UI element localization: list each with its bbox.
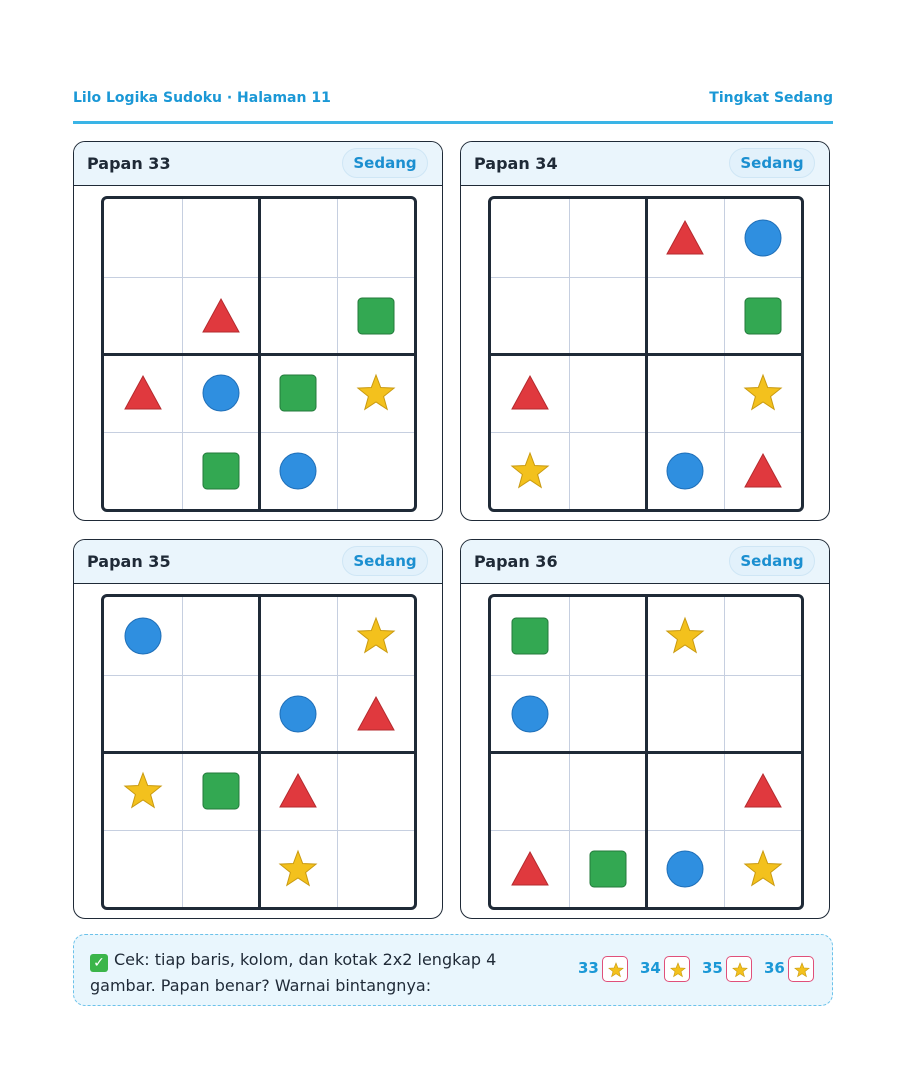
circle-icon [665, 849, 705, 889]
grid-cell[interactable] [724, 830, 802, 908]
grid-cell[interactable] [182, 752, 260, 830]
grid-cell[interactable] [182, 432, 260, 510]
star-icon [743, 849, 783, 889]
grid-cell[interactable] [491, 752, 569, 830]
square-icon [278, 373, 318, 413]
tally-number: 33 [578, 959, 599, 977]
grid-cell[interactable] [646, 830, 724, 908]
grid-cell[interactable] [259, 675, 337, 753]
grid-cell[interactable] [259, 277, 337, 355]
difficulty-badge: Sedang [342, 546, 428, 576]
triangle-icon [510, 373, 550, 413]
grid-cell[interactable] [724, 354, 802, 432]
grid-cell[interactable] [259, 354, 337, 432]
grid-cell[interactable] [646, 199, 724, 277]
grid-cell[interactable] [724, 199, 802, 277]
grid-cell[interactable] [724, 432, 802, 510]
grid-cell[interactable] [259, 597, 337, 675]
grid-cell[interactable] [724, 597, 802, 675]
puzzle-board [460, 141, 830, 521]
star-icon [510, 451, 550, 491]
star-icon [794, 962, 810, 978]
grid-cell[interactable] [104, 597, 182, 675]
star-icon [743, 373, 783, 413]
grid-cell[interactable] [182, 830, 260, 908]
triangle-icon [510, 849, 550, 889]
star-icon [670, 962, 686, 978]
circle-icon [510, 694, 550, 734]
star-checkbox[interactable] [726, 956, 752, 982]
board-header [461, 142, 829, 186]
board-header [461, 540, 829, 584]
grid-cell[interactable] [491, 354, 569, 432]
square-icon [201, 771, 241, 811]
circle-icon [743, 218, 783, 258]
board-title: Papan 36 [474, 552, 558, 571]
tally-item [640, 956, 694, 984]
star-checkbox[interactable] [788, 956, 814, 982]
square-icon [743, 296, 783, 336]
circle-icon [665, 451, 705, 491]
tally-number: 36 [764, 959, 785, 977]
square-icon [588, 849, 628, 889]
tally-item [702, 956, 756, 984]
grid-cell[interactable] [569, 830, 647, 908]
grid-cell[interactable] [569, 675, 647, 753]
grid-cell[interactable] [569, 432, 647, 510]
board-title: Papan 35 [87, 552, 171, 571]
grid-cell[interactable] [491, 432, 569, 510]
grid-cell[interactable] [104, 199, 182, 277]
difficulty-badge: Sedang [729, 546, 815, 576]
puzzle-board [73, 141, 443, 521]
grid-cell[interactable] [646, 597, 724, 675]
box-divider [104, 751, 414, 754]
book-title: Lilo Logika Sudoku · Halaman 11 [73, 90, 331, 106]
difficulty-badge: Sedang [729, 148, 815, 178]
grid-cell[interactable] [104, 354, 182, 432]
box-divider [491, 751, 801, 754]
star-checkbox[interactable] [602, 956, 628, 982]
square-icon [356, 296, 396, 336]
grid-cell[interactable] [337, 432, 415, 510]
puzzle-board [460, 539, 830, 919]
grid-cell[interactable] [337, 354, 415, 432]
grid-cell[interactable] [569, 752, 647, 830]
grid-cell[interactable] [259, 432, 337, 510]
sudoku-grid [488, 196, 804, 512]
triangle-icon [278, 771, 318, 811]
triangle-icon [356, 694, 396, 734]
header-divider [73, 121, 833, 124]
triangle-icon [123, 373, 163, 413]
board-header [74, 540, 442, 584]
circle-icon [123, 616, 163, 656]
tally-item [764, 956, 818, 984]
box-divider [491, 353, 801, 356]
star-icon [356, 373, 396, 413]
star-checkbox[interactable] [664, 956, 690, 982]
grid-cell[interactable] [182, 199, 260, 277]
star-icon [123, 771, 163, 811]
triangle-icon [665, 218, 705, 258]
tally-item [578, 956, 632, 984]
grid-cell[interactable] [104, 830, 182, 908]
grid-cell[interactable] [491, 277, 569, 355]
board-title: Papan 34 [474, 154, 558, 173]
box-divider [104, 353, 414, 356]
star-icon [278, 849, 318, 889]
grid-cell[interactable] [104, 432, 182, 510]
circle-icon [278, 451, 318, 491]
grid-cell[interactable] [724, 277, 802, 355]
sudoku-grid [101, 196, 417, 512]
grid-cell[interactable] [646, 354, 724, 432]
grid-cell[interactable] [337, 597, 415, 675]
grid-cell[interactable] [491, 830, 569, 908]
grid-cell[interactable] [491, 597, 569, 675]
grid-cell[interactable] [259, 830, 337, 908]
grid-cell[interactable] [182, 277, 260, 355]
grid-cell[interactable] [646, 432, 724, 510]
grid-cell[interactable] [569, 199, 647, 277]
difficulty-level: Tingkat Sedang [709, 90, 833, 106]
grid-cell[interactable] [646, 675, 724, 753]
tally-number: 34 [640, 959, 661, 977]
star-icon [356, 616, 396, 656]
grid-cell[interactable] [724, 752, 802, 830]
check-text: Cek: tiap baris, kolom, dan kotak 2x2 lengkap 4 gambar. Papan benar? Warnai bintangnya: [90, 950, 497, 995]
circle-icon [201, 373, 241, 413]
tally-number: 35 [702, 959, 723, 977]
grid-cell[interactable] [569, 354, 647, 432]
grid-cell[interactable] [724, 675, 802, 753]
grid-cell[interactable] [337, 752, 415, 830]
grid-cell[interactable] [259, 752, 337, 830]
square-icon [201, 451, 241, 491]
sudoku-grid [101, 594, 417, 910]
grid-cell[interactable] [104, 277, 182, 355]
star-icon [665, 616, 705, 656]
grid-cell[interactable] [337, 830, 415, 908]
grid-cell[interactable] [259, 199, 337, 277]
difficulty-badge: Sedang [342, 148, 428, 178]
board-header [74, 142, 442, 186]
check-mark-icon: ✓ [90, 954, 108, 972]
triangle-icon [743, 451, 783, 491]
star-icon [608, 962, 624, 978]
grid-cell[interactable] [182, 354, 260, 432]
star-icon [732, 962, 748, 978]
board-title: Papan 33 [87, 154, 171, 173]
circle-icon [278, 694, 318, 734]
grid-cell[interactable] [646, 277, 724, 355]
triangle-icon [743, 771, 783, 811]
grid-cell[interactable] [337, 277, 415, 355]
grid-cell[interactable] [491, 675, 569, 753]
grid-cell[interactable] [182, 597, 260, 675]
check-instructions [90, 947, 550, 999]
grid-cell[interactable] [569, 597, 647, 675]
sudoku-grid [488, 594, 804, 910]
grid-cell[interactable] [337, 199, 415, 277]
grid-cell[interactable] [182, 675, 260, 753]
grid-cell[interactable] [646, 752, 724, 830]
check-panel [73, 934, 833, 1006]
grid-cell[interactable] [104, 752, 182, 830]
grid-cell[interactable] [104, 675, 182, 753]
grid-cell[interactable] [569, 277, 647, 355]
square-icon [510, 616, 550, 656]
grid-cell[interactable] [491, 199, 569, 277]
grid-cell[interactable] [337, 675, 415, 753]
puzzle-board [73, 539, 443, 919]
triangle-icon [201, 296, 241, 336]
